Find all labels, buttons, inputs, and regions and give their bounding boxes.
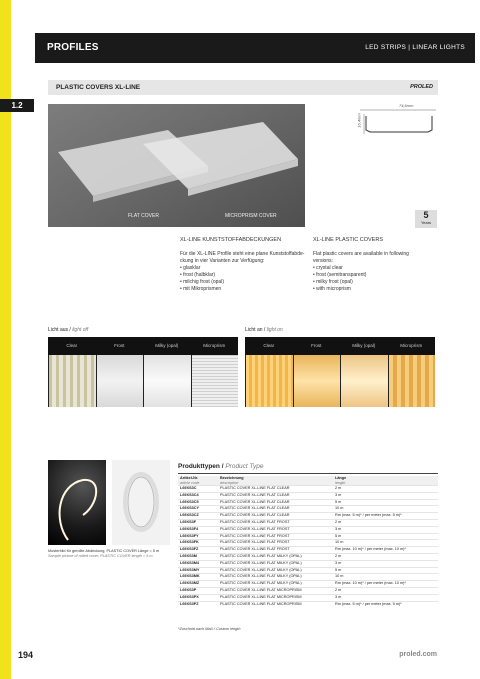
- heading-de: Produkttypen: [178, 463, 220, 470]
- column-milky: Milky (opal): [352, 343, 376, 348]
- room-installation-photo: [48, 460, 106, 545]
- length: Rm (max. 5 m)* / per meter (max. 5 m)*: [333, 513, 438, 520]
- list-item: • milky frost (opal): [313, 279, 353, 285]
- length: 2 m: [333, 486, 438, 493]
- header-title: PROFILES: [47, 42, 99, 53]
- caption-en: Sample picture of rolled cover, PLASTIC COVER length = 5 m: [48, 554, 153, 558]
- table-row: [178, 574, 438, 581]
- header-en: description: [220, 480, 239, 485]
- warranty-years: 5: [423, 210, 429, 220]
- light-off-label: Licht aus / light off: [48, 327, 89, 333]
- length: 3 m: [333, 594, 438, 601]
- description: PLASTIC COVER XL-LINE FLAT MICROPRISM: [218, 587, 333, 594]
- article-code: L69XS3PZ: [178, 601, 218, 607]
- article-code: L69XS3C: [178, 486, 218, 493]
- column-microprism: Microprism: [400, 343, 423, 348]
- header-subtitle: LED STRIPS | LINEAR LIGHTS: [365, 44, 465, 51]
- column-microprism: Microprism: [203, 343, 226, 348]
- table-row: [178, 540, 438, 547]
- description: PLASTIC COVER XL-LINE FLAT MILKY (OPAL): [218, 553, 333, 560]
- page-number: 194: [18, 650, 34, 660]
- length: Rm (max. 5 m)* / per meter (max. 5 m)*: [333, 601, 438, 607]
- table-row: [178, 587, 438, 594]
- article-code: L69XS3P: [178, 587, 218, 594]
- article-code: L69XS3C5: [178, 499, 218, 506]
- description-text-en: Flat plastic covers are available in following: [313, 251, 409, 257]
- table-row: [178, 486, 438, 493]
- dimension-width: 74,6mm: [399, 103, 414, 108]
- warranty-label: Years: [420, 220, 432, 225]
- article-code: L69XS3CY: [178, 506, 218, 513]
- table-body: [178, 486, 438, 608]
- length: Rm (max. 10 m)* / per meter (max. 10 m)*: [333, 581, 438, 588]
- table-row: [178, 594, 438, 601]
- light-off-photo: [48, 337, 238, 407]
- article-code: L69XS3MK: [178, 574, 218, 581]
- list-item: • mit Mikroprismen: [180, 286, 222, 292]
- description: PLASTIC COVER XL-LINE FLAT FROST: [218, 526, 333, 533]
- header-de: Bezeichnung: [220, 476, 244, 480]
- col-length: [333, 476, 438, 486]
- divider: [178, 473, 438, 474]
- table-row: [178, 526, 438, 533]
- description: PLASTIC COVER XL-LINE FLAT FROST: [218, 519, 333, 526]
- length: 10 m: [333, 574, 438, 581]
- cover-profiles-illustration: [48, 104, 305, 227]
- description: PLASTIC COVER XL-LINE FLAT CLEAR: [218, 506, 333, 513]
- table-row: [178, 533, 438, 540]
- list-item: • glasklar: [180, 265, 201, 271]
- article-code: L69XS3M4: [178, 560, 218, 567]
- website-url: proled.com: [399, 651, 437, 658]
- column-clear: Clear: [66, 343, 78, 348]
- description: PLASTIC COVER XL-LINE FLAT CLEAR: [218, 513, 333, 520]
- label-en: light on: [266, 327, 283, 333]
- light-on-photo: [245, 337, 435, 407]
- header-de: Länge: [335, 476, 347, 480]
- table-row: [178, 492, 438, 499]
- length: 2 m: [333, 587, 438, 594]
- table-header-row: [178, 476, 438, 486]
- length: 5 m: [333, 533, 438, 540]
- label-en: light off: [72, 327, 89, 333]
- chapter-number: 1.2: [0, 99, 34, 112]
- article-code: L69XS3FY: [178, 533, 218, 540]
- header-en: length: [335, 480, 346, 485]
- description: PLASTIC COVER XL-LINE FLAT CLEAR: [218, 499, 333, 506]
- column-frost: Frost: [114, 343, 125, 348]
- table-row: [178, 581, 438, 588]
- table-row: [178, 601, 438, 607]
- article-code: L69XS3CZ: [178, 513, 218, 520]
- table-row: [178, 547, 438, 554]
- photo-caption: [48, 549, 178, 559]
- length: 2 m: [333, 519, 438, 526]
- description: PLASTIC COVER XL-LINE FLAT FROST: [218, 540, 333, 547]
- article-code: L69XS3PX: [178, 594, 218, 601]
- article-code: L69XS3MZ: [178, 581, 218, 588]
- table-row: [178, 560, 438, 567]
- caption-flat-cover: FLAT COVER: [128, 213, 159, 219]
- label-de: Licht an: [245, 327, 263, 333]
- dimension-height: 16,4mm: [356, 113, 362, 128]
- column-milky: Milky (opal): [155, 343, 179, 348]
- list-item: • with microprism: [313, 286, 351, 292]
- article-code: L69XS3MY: [178, 567, 218, 574]
- description: PLASTIC COVER XL-LINE FLAT MILKY (OPAL): [218, 574, 333, 581]
- table-row: [178, 519, 438, 526]
- profile-dimension-drawing: [358, 104, 438, 144]
- description-english: [313, 237, 438, 293]
- description: PLASTIC COVER XL-LINE FLAT MICROPRISM: [218, 601, 333, 607]
- length: 3 m: [333, 526, 438, 533]
- heading-en: Product Type: [225, 463, 264, 470]
- header-de: Artikel-Nr.: [180, 476, 199, 480]
- col-article: [178, 476, 218, 486]
- article-code: L69XS3F: [178, 519, 218, 526]
- list-item: • frost (halbklar): [180, 272, 216, 278]
- caption-microprism-cover: MICROPRISM COVER: [225, 213, 277, 219]
- length: 10 m: [333, 540, 438, 547]
- length: 5 m: [333, 499, 438, 506]
- product-types-heading: Produkttypen / Product Type: [178, 463, 264, 470]
- description: PLASTIC COVER XL-LINE FLAT MILKY (OPAL): [218, 581, 333, 588]
- length: 3 m: [333, 492, 438, 499]
- description-text-de: Für die XL-LINE Profile steht eine plane Kunststoffabde-: [180, 251, 305, 257]
- article-code: L69XS3F4: [178, 526, 218, 533]
- description-heading-en: XL-LINE PLASTIC COVERS: [313, 237, 383, 243]
- article-code: L69XS3M: [178, 553, 218, 560]
- warranty-badge: [415, 210, 437, 228]
- description-heading-de: XL-LINE KUNSTSTOFFABDECKUNGEN: [180, 237, 282, 243]
- list-item: • frost (semitransparent): [313, 272, 367, 278]
- caption-de: Musterbild für gerollte Abdeckung, PLASTIC COVER Länge = 5 m: [48, 549, 160, 553]
- col-description: [218, 476, 333, 486]
- column-frost: Frost: [311, 343, 322, 348]
- length: Rm (max. 10 m)* / per meter (max. 10 m)*: [333, 547, 438, 554]
- table-footnote: *Zuschnitt nach Maß / Custom length: [178, 627, 241, 631]
- description: PLASTIC COVER XL-LINE FLAT CLEAR: [218, 486, 333, 493]
- description: PLASTIC COVER XL-LINE FLAT MICROPRISM: [218, 594, 333, 601]
- description: PLASTIC COVER XL-LINE FLAT MILKY (OPAL): [218, 567, 333, 574]
- light-on-label: Licht an / light on: [245, 327, 283, 333]
- table-row: [178, 506, 438, 513]
- list-item: • crystal clear: [313, 265, 343, 271]
- description-text-en: versions:: [313, 258, 334, 264]
- length: 10 m: [333, 506, 438, 513]
- column-clear: Clear: [263, 343, 275, 348]
- length: 5 m: [333, 567, 438, 574]
- label-de: Licht aus: [48, 327, 69, 333]
- table-row: [178, 567, 438, 574]
- description: PLASTIC COVER XL-LINE FLAT FROST: [218, 533, 333, 540]
- description-german: [180, 237, 305, 293]
- description: PLASTIC COVER XL-LINE FLAT MILKY (OPAL): [218, 560, 333, 567]
- description: PLASTIC COVER XL-LINE FLAT CLEAR: [218, 492, 333, 499]
- article-code: L69XS3C4: [178, 492, 218, 499]
- table-row: [178, 513, 438, 520]
- section-title-bar: [48, 80, 438, 95]
- list-item: • milchig frost (opal): [180, 279, 224, 285]
- section-title: PLASTIC COVERS XL-LINE: [56, 84, 141, 91]
- description-text-de: ckung in vier Varianten zur Verfügung:: [180, 258, 265, 264]
- article-code: L69XS3FZ: [178, 547, 218, 554]
- page-header: [35, 33, 475, 63]
- brand-logo: PROLED: [410, 84, 433, 90]
- product-photo: [48, 104, 305, 227]
- rolled-cover-photo: [112, 460, 170, 545]
- header-en: article code: [180, 480, 200, 485]
- description: PLASTIC COVER XL-LINE FLAT FROST: [218, 547, 333, 554]
- length: 2 m: [333, 553, 438, 560]
- product-table: [178, 476, 438, 607]
- table-row: [178, 553, 438, 560]
- table-row: [178, 499, 438, 506]
- length: 3 m: [333, 560, 438, 567]
- article-code: L69XS3FK: [178, 540, 218, 547]
